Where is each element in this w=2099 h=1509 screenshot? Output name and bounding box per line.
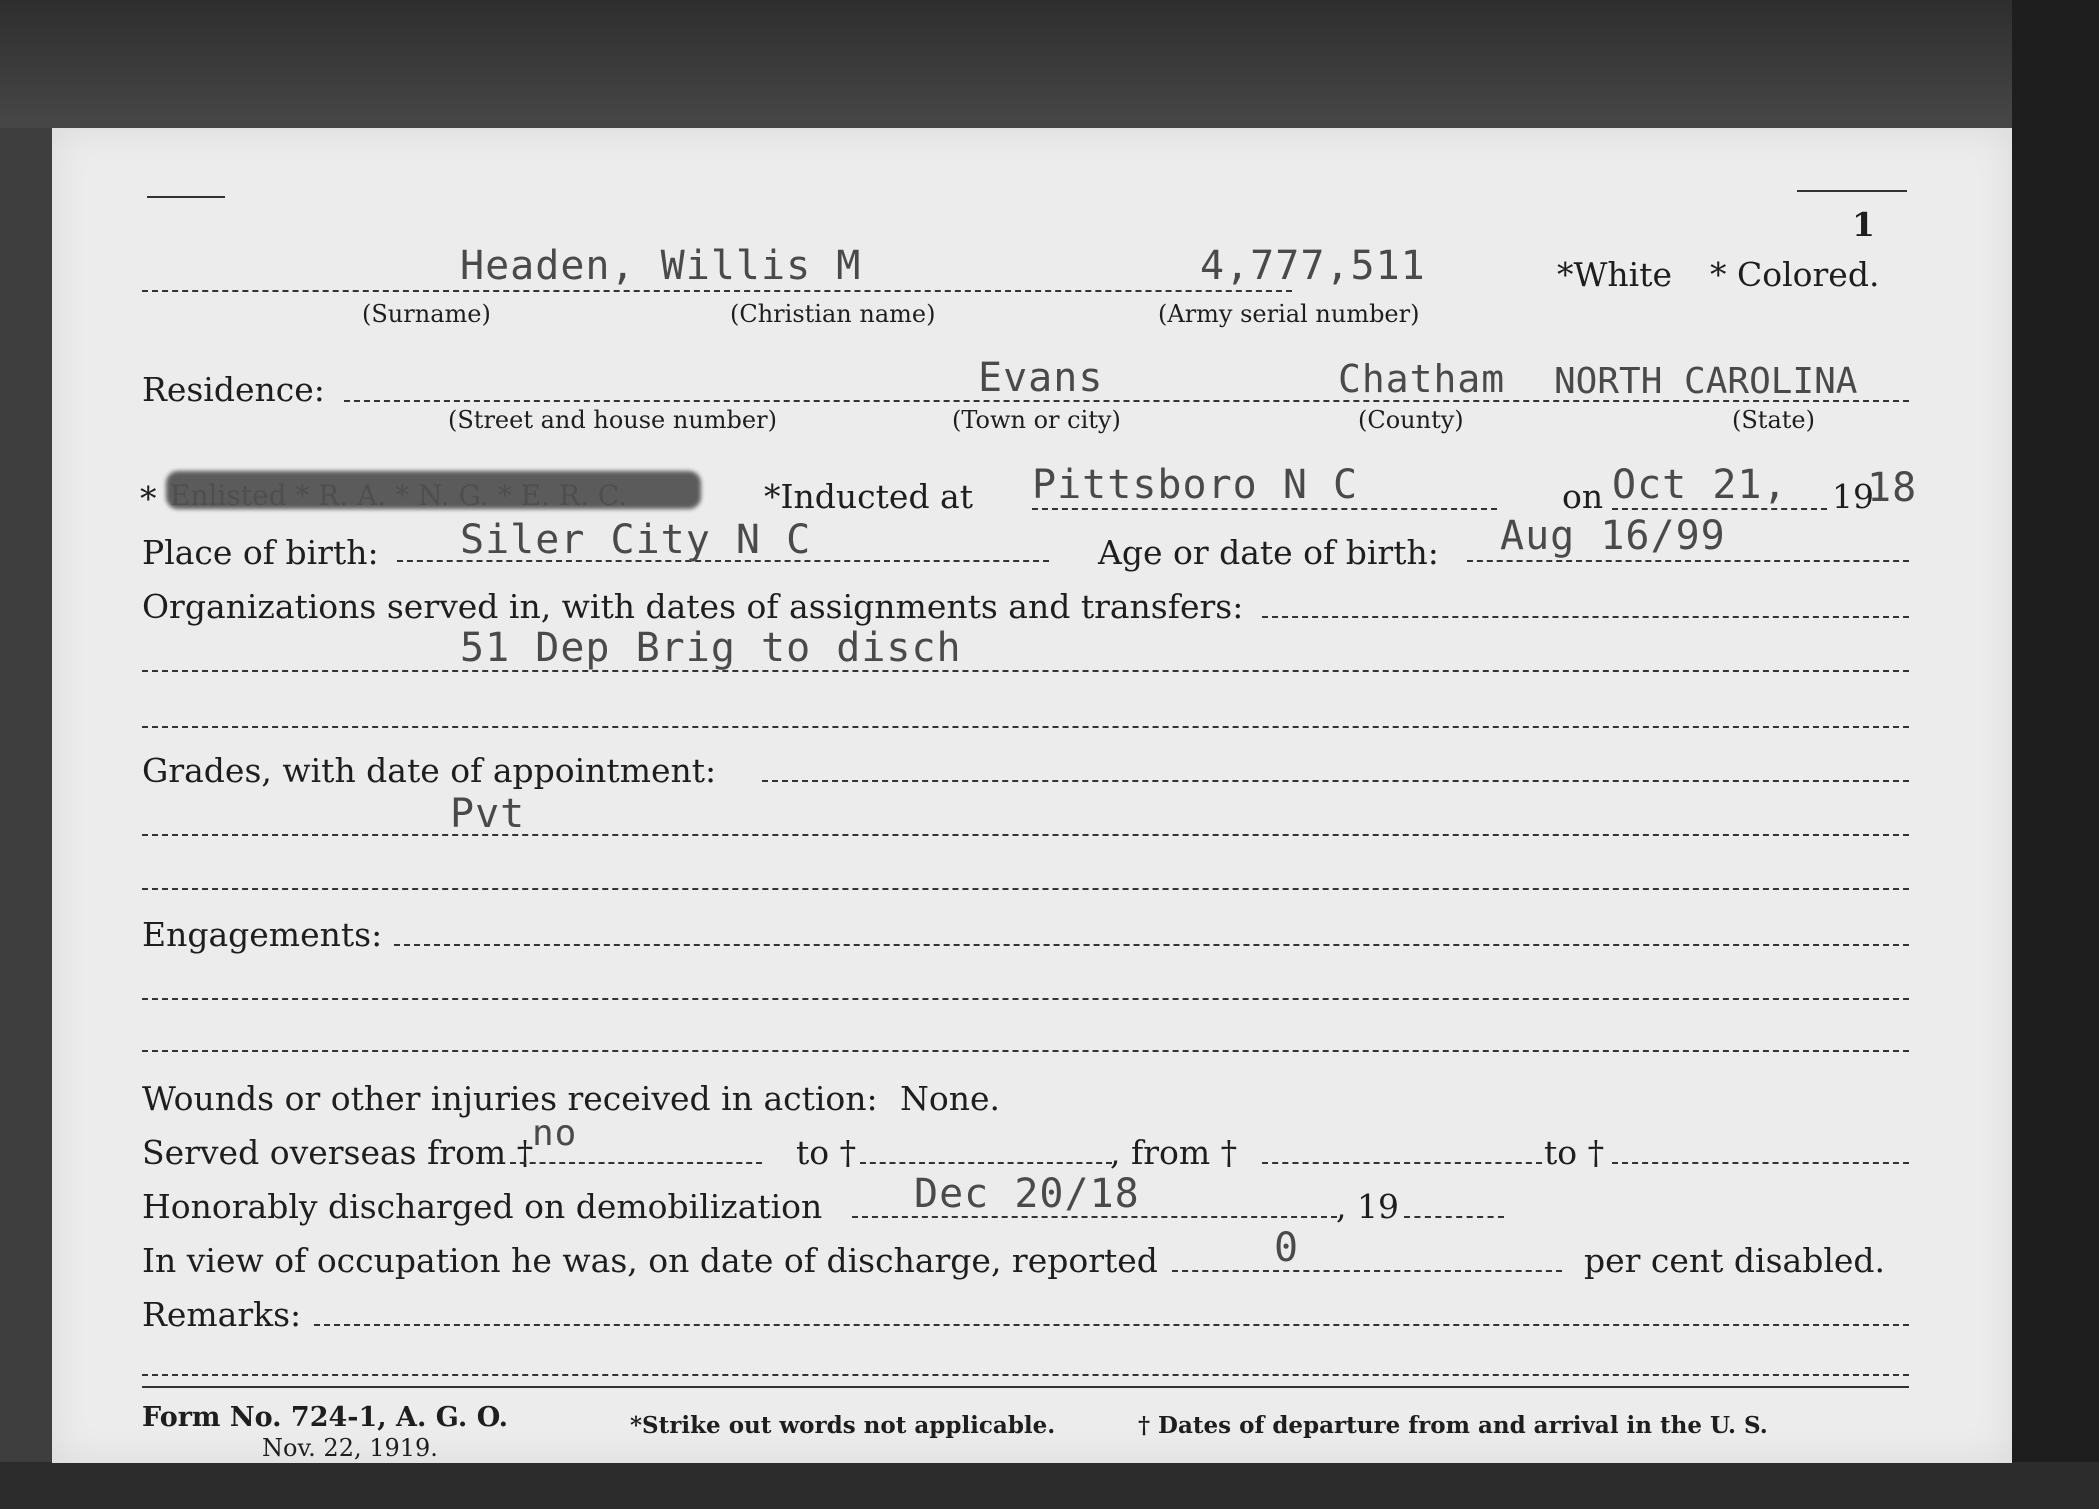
asterisk: * (140, 479, 157, 518)
footer-rule (142, 1386, 1909, 1388)
engagements-line-3 (142, 1050, 1909, 1052)
date-of-birth-label: Age or date of birth: (1098, 533, 1439, 572)
town-caption: (Town or city) (952, 406, 1121, 434)
form-number: Form No. 724-1, A. G. O. (142, 1402, 509, 1433)
induction-date: Oct 21, (1612, 462, 1788, 508)
remarks-line-2 (142, 1374, 1909, 1376)
place-of-birth: Siler City N C (460, 517, 812, 563)
grades-line-1 (762, 780, 1909, 782)
remarks-label: Remarks: (142, 1295, 302, 1334)
engagements-label: Engagements: (142, 915, 383, 954)
background-top (0, 0, 2099, 128)
state-caption: (State) (1732, 406, 1815, 434)
overseas-from2-line (1262, 1162, 1542, 1164)
induction-place: Pittsboro N C (1032, 462, 1359, 508)
discharge-date: Dec 20/18 (914, 1171, 1140, 1217)
race-white: *White (1557, 255, 1673, 294)
organizations-line-2 (142, 670, 1909, 672)
background-bottom (0, 1462, 2099, 1509)
card-number: 1 (1852, 205, 1875, 244)
date-of-birth-line (1467, 560, 1909, 562)
form-date: Nov. 22, 1919. (262, 1434, 438, 1462)
street-caption: (Street and house number) (448, 406, 777, 434)
discharge-label: Honorably discharged on demobilization (142, 1187, 823, 1226)
discharge-year-line (1404, 1216, 1504, 1218)
induction-year-prefix: 19 (1832, 477, 1874, 516)
dates-note: † Dates of departure from and arrival in the U. S. (1138, 1412, 1768, 1439)
county-caption: (County) (1358, 406, 1464, 434)
background-right (2012, 0, 2099, 1509)
residence-label: Residence: (142, 370, 325, 409)
organizations-line-3 (142, 726, 1909, 728)
inducted-at-line (1032, 508, 1497, 510)
christian-name-caption: (Christian name) (730, 300, 936, 328)
top-left-rule (147, 196, 225, 198)
induction-on-label: on (1562, 477, 1604, 516)
disability-suffix: per cent disabled. (1584, 1241, 1886, 1280)
disability-value: 0 (1274, 1225, 1300, 1271)
date-of-birth: Aug 16/99 (1500, 513, 1726, 559)
disability-label: In view of occupation he was, on date of discharge, reported (142, 1241, 1158, 1280)
draft-record-card (52, 128, 2012, 1463)
engagements-line-1 (394, 944, 1909, 946)
disability-line (1172, 1270, 1562, 1272)
induction-year: 18 (1867, 465, 1918, 511)
wounds-value: None. (900, 1079, 1001, 1118)
overseas-to-label: to † (796, 1133, 857, 1172)
served-overseas-label: Served overseas from † (142, 1133, 534, 1172)
discharge-year-label: , 19 (1336, 1187, 1399, 1226)
strike-out-note: *Strike out words not applicable. (630, 1412, 1056, 1439)
overseas-to-line (860, 1162, 1112, 1164)
residence-town: Evans (978, 355, 1104, 401)
race-colored: * Colored. (1710, 255, 1880, 294)
organizations-label: Organizations served in, with dates of assignments and transfers: (142, 587, 1244, 626)
grades-line-2 (142, 834, 1909, 836)
inducted-at-label: *Inducted at (764, 477, 973, 516)
soldier-name: Headen, Willis M (460, 243, 862, 289)
serial-caption: (Army serial number) (1158, 300, 1420, 328)
induction-date-line (1612, 508, 1827, 510)
organizations-line-1 (1262, 616, 1909, 618)
engagements-line-2 (142, 998, 1909, 1000)
surname-caption: (Surname) (362, 300, 491, 328)
grades-label: Grades, with date of appointment: (142, 751, 717, 790)
grades-value: Pvt (450, 791, 526, 837)
overseas-from-line (510, 1162, 762, 1164)
overseas-from-value: no (532, 1113, 578, 1154)
residence-state: NORTH CAROLINA (1554, 361, 1858, 402)
organizations-value: 51 Dep Brig to disch (460, 625, 962, 671)
residence-county: Chatham (1338, 357, 1506, 401)
top-right-rule (1797, 190, 1907, 192)
place-of-birth-label: Place of birth: (142, 533, 379, 572)
overseas-to2-line (1612, 1162, 1909, 1164)
overseas-from2-label: , from † (1110, 1133, 1238, 1172)
name-line (142, 290, 1292, 292)
strike-out-mark (166, 471, 701, 509)
overseas-to2-label: to † (1544, 1133, 1605, 1172)
army-serial-number: 4,777,511 (1200, 243, 1426, 289)
wounds-label: Wounds or other injuries received in action: (142, 1079, 878, 1118)
remarks-line-1 (314, 1324, 1909, 1326)
grades-line-3 (142, 888, 1909, 890)
